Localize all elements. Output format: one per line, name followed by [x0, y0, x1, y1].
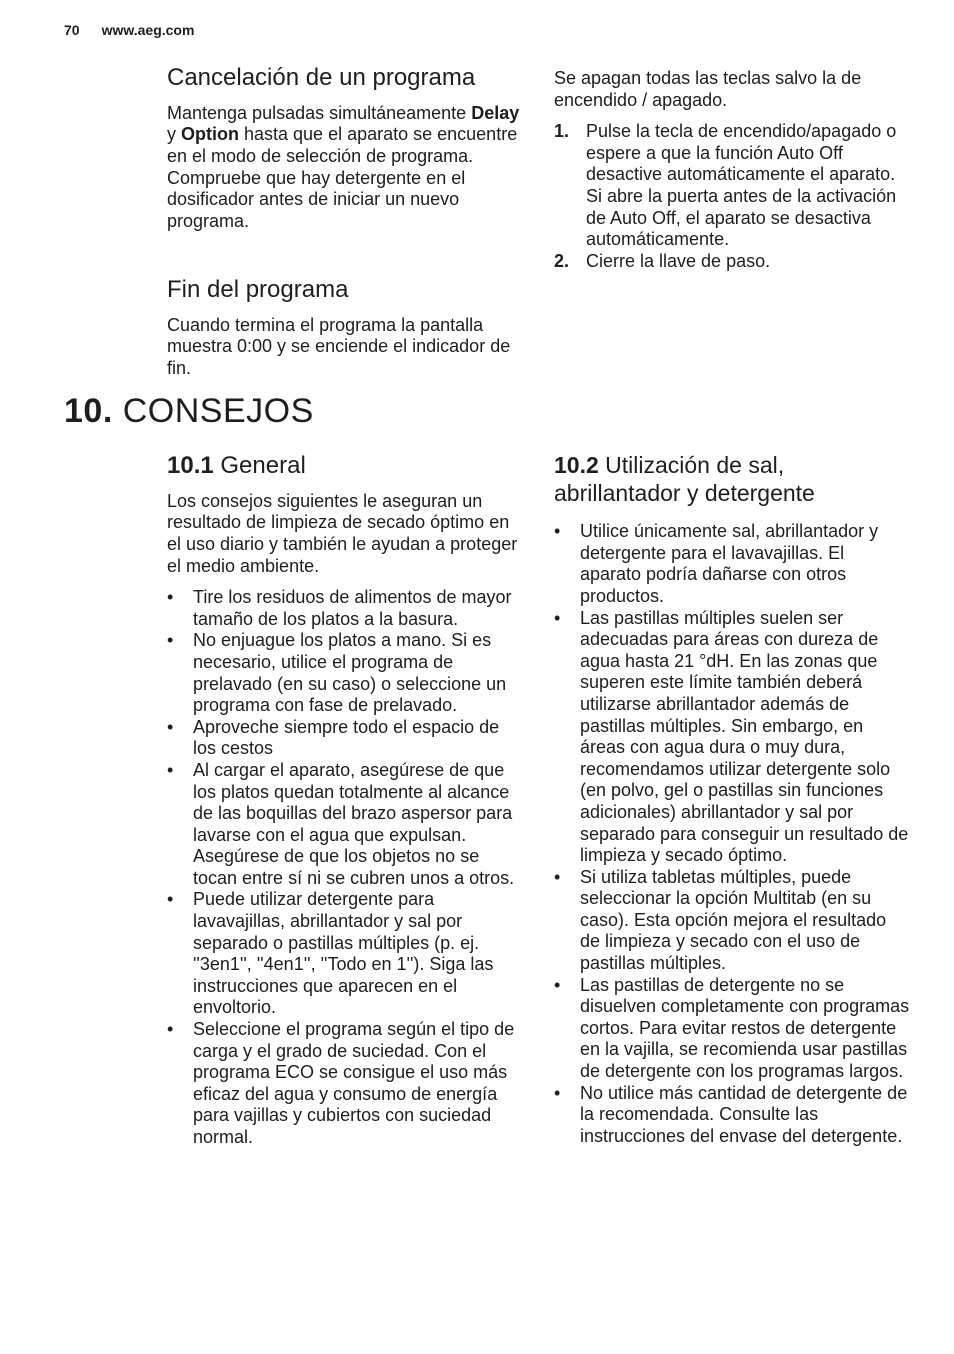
- general-section: [167, 452, 523, 1149]
- list-item: • No utilice más cantidad de detergente de la recomendada. Consulte las instrucciones del envase del detergente.: [554, 1083, 910, 1148]
- shutdown-section: [554, 68, 910, 272]
- shutdown-intro: Se apagan todas las teclas salvo la de encendido / apagado.: [554, 68, 862, 110]
- step-text: Cierre la llave de paso.: [586, 250, 771, 271]
- cancel-title: Cancelación de un programa: [167, 64, 476, 91]
- end-title: Fin del programa: [167, 276, 349, 303]
- end-section: [167, 276, 523, 380]
- end-paragraph: Cuando termina el programa la pantalla muestra 0:00 y se enciende el indicador de fin.: [167, 314, 511, 378]
- salt-number: 10.2: [554, 452, 599, 478]
- cancel-text-b: y: [167, 124, 182, 145]
- step-item: [554, 121, 910, 251]
- general-title: [167, 452, 523, 481]
- shutdown-steps: [554, 121, 910, 272]
- option-key-label: Option: [181, 124, 239, 145]
- step-number: 1.: [554, 121, 570, 142]
- page-number: 70: [64, 22, 80, 38]
- cancel-text-a: Mantenga pulsadas simultáneamente: [167, 102, 472, 123]
- chapter-title: [64, 392, 314, 431]
- cancel-text-c: hasta que el aparato se encuentre en el modo de selección de programa.: [167, 124, 518, 166]
- salt-title-line2: abrillantador y detergente: [554, 479, 815, 506]
- salt-section: [554, 452, 910, 1147]
- chapter-name: CONSEJOS: [122, 392, 314, 430]
- list-item: • Al cargar el aparato, asegúrese de que los platos quedan totalmente al alcance de las boquillas del brazo aspersor para lavarse con el agua que expulsan. Asegúrese de que los objetos no se tocan entre sí ni se cubren unos a otros.: [167, 760, 523, 890]
- delay-key-label: Delay: [471, 102, 520, 123]
- step-item: [554, 251, 910, 273]
- step-text: Pulse la tecla de encendido/apagado o espere a que la función Auto Off desactive automáticamente el aparato.: [586, 121, 897, 185]
- list-item: • Aproveche siempre todo el espacio de los cestos: [167, 717, 523, 760]
- website-url: www.aeg.com: [101, 22, 195, 38]
- step-number: 2.: [554, 250, 570, 271]
- cancel-paragraph-1: [167, 103, 523, 168]
- list-item: • Seleccione el programa según el tipo de carga y el grado de suciedad. Con el programa ECO se consigue el uso más eficaz del agua y consumo de energía para vajillas y cubiertos con suciedad normal.: [167, 1019, 523, 1149]
- list-item: • Las pastillas múltiples suelen ser adecuadas para áreas con dureza de agua hasta 21 °dH. En las zonas que superen este límite también deberá utilizarse abrillantador además de pastillas múltiples. Sin embargo, en áreas con agua dura o muy dura, recomendamos utilizar detergente solo (en polvo, gel o pastillas sin funciones adicionales) abrillantador y sal por separado para conseguir un resultado de limpieza y secado óptimo.: [554, 608, 910, 867]
- cancel-section: [167, 64, 523, 232]
- list-item: • Si utiliza tabletas múltiples, puede seleccionar la opción Multitab (en su caso). Esta opción mejora el resultado de limpieza y secado con el uso de pastillas múltiples.: [554, 867, 910, 975]
- salt-title: [554, 452, 910, 507]
- list-item: • Utilice únicamente sal, abrillantador y detergente para el lavavajillas. El aparato podría dañarse con otros productos.: [554, 521, 910, 607]
- general-number: 10.1: [167, 452, 214, 479]
- chapter-number: 10.: [64, 392, 113, 430]
- list-item: • Las pastillas de detergente no se disuelven completamente con programas cortos. Para evitar restos de detergente en la vajilla, se recomienda usar pastillas de detergente con los programas largos.: [554, 975, 910, 1083]
- general-bullets: [167, 587, 523, 1148]
- cancel-paragraph-2: Compruebe que hay detergente en el dosificador antes de iniciar un nuevo programa.: [167, 167, 466, 231]
- general-intro: Los consejos siguientes le aseguran un resultado de limpieza de secado óptimo en el uso diario y también le ayudan a proteger el medio ambiente.: [167, 490, 518, 576]
- list-item: • Puede utilizar detergente para lavavajillas, abrillantador y sal por separado o pastillas múltiples (p. ej. ''3en1'', ''4en1'', ''Todo en 1''). Siga las instrucciones que aparecen en el envoltorio.: [167, 889, 523, 1019]
- salt-bullets: [554, 521, 910, 1147]
- general-name: General: [213, 452, 306, 479]
- list-item: • No enjuague los platos a mano. Si es necesario, utilice el programa de prelavado (en su caso) o seleccione un programa con fase de prelavado.: [167, 630, 523, 716]
- page-header: [64, 22, 216, 38]
- salt-title-line1: Utilización de sal,: [598, 452, 785, 478]
- list-item: • Tire los residuos de alimentos de mayor tamaño de los platos a la basura.: [167, 587, 523, 630]
- step-extra: Si abre la puerta antes de la activación de Auto Off, el aparato se desactiva automáticamente.: [586, 185, 897, 250]
